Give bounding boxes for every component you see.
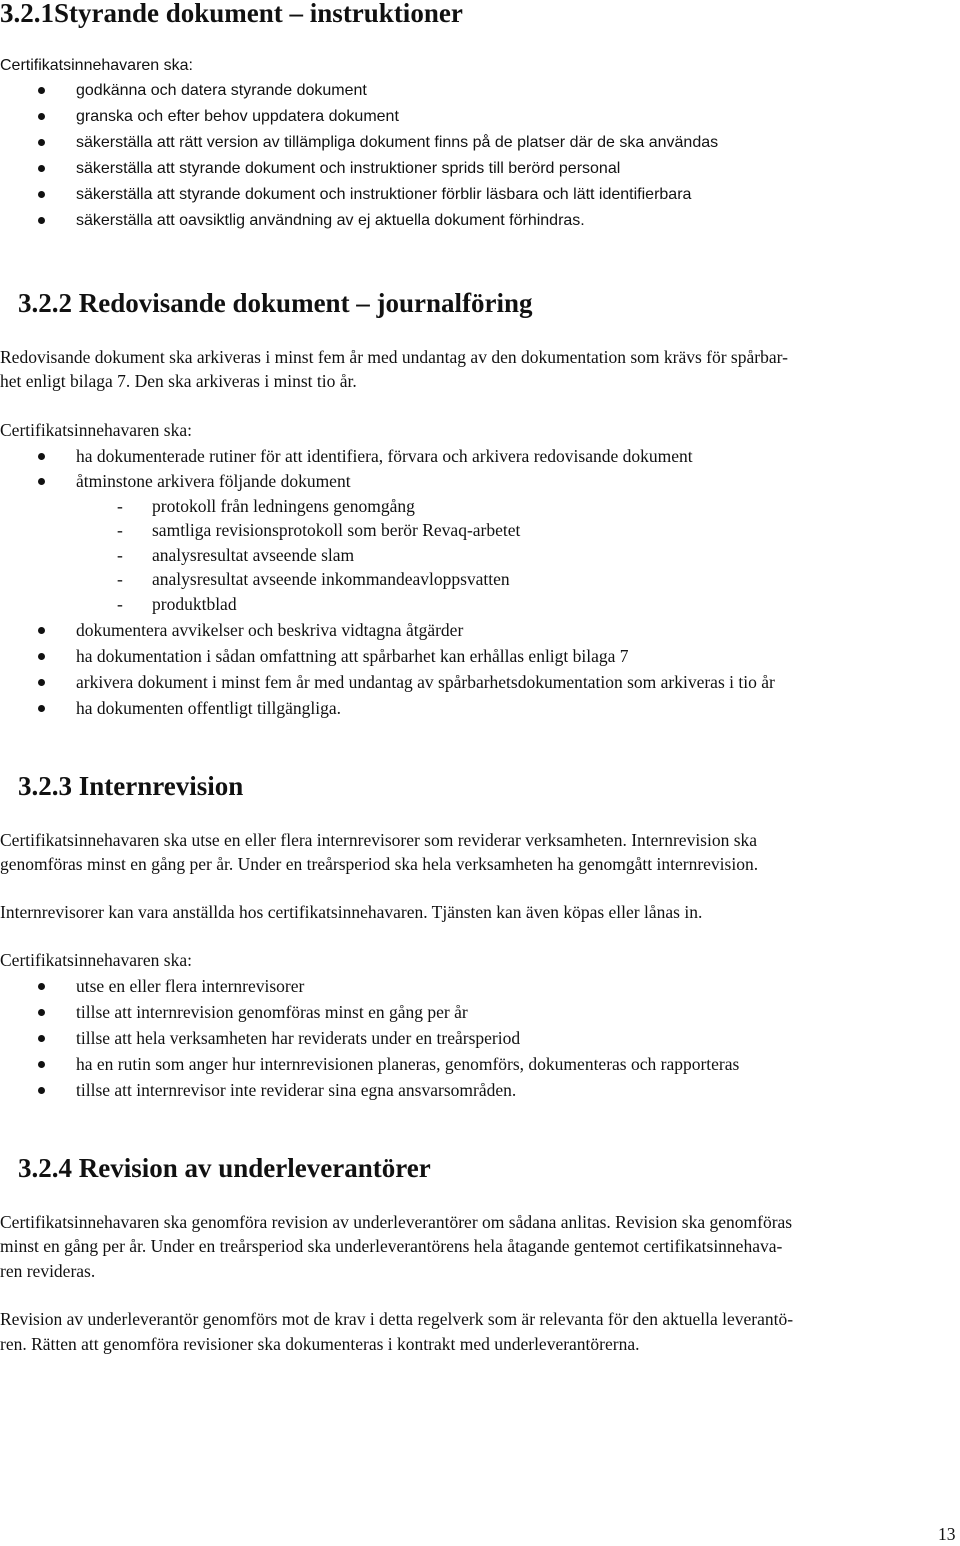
section-3-2-4-heading: 3.2.4 Revision av underleverantörer: [18, 1153, 431, 1183]
paragraph-line: het enligt bilaga 7. Den ska arkiveras i minst tio år.: [0, 371, 357, 391]
paragraph-line: minst en gång per år. Under en treårsperiod ska underleverantörens hela åtagande gentemot certifikatsinnehava-: [0, 1236, 783, 1256]
paragraph-line: Certifikatsinnehavaren ska utse en eller flera internrevisorer som reviderar verksamheten. Internrevision ska: [0, 830, 758, 850]
bullet-icon: [38, 1009, 45, 1016]
bullet-icon: [38, 217, 45, 224]
paragraph-line: ren revideras.: [0, 1261, 96, 1281]
list-item-text: tillse att hela verksamheten har reviderats under en treårsperiod: [76, 1028, 521, 1048]
list-item-text: säkerställa att styrande dokument och instruktioner förblir läsbara och lätt identifierbara: [76, 186, 692, 203]
list-item-text: tillse att internrevision genomföras minst en gång per år: [76, 1002, 468, 1022]
list-item-text: godkänna och datera styrande dokument: [76, 82, 367, 99]
list-item-text: utse en eller flera internrevisorer: [76, 976, 305, 996]
bullet-icon: [38, 165, 45, 172]
sub-list-item-text: analysresultat avseende inkommandeavloppsvatten: [152, 569, 510, 589]
section-3-2-2-heading: 3.2.2 Redovisande dokument – journalföring: [18, 288, 533, 318]
bullet-icon: [38, 1087, 45, 1094]
paragraph-line: genomföras minst en gång per år. Under en treårsperiod ska hela verksamheten ha genomgått internrevision.: [0, 854, 759, 874]
paragraph-line: ren. Rätten att genomföra revisioner ska dokumenteras i kontrakt med underleverantörerna.: [0, 1334, 640, 1354]
dash-icon: -: [117, 520, 123, 540]
list-item-text: åtminstone arkivera följande dokument: [76, 471, 351, 491]
list-item-text: säkerställa att styrande dokument och instruktioner sprids till berörd personal: [76, 160, 621, 177]
paragraph-line: Redovisande dokument ska arkiveras i minst fem år med undantag av den dokumentation som krävs för spårbar-: [0, 347, 788, 367]
sub-list-item-text: analysresultat avseende slam: [152, 545, 355, 565]
paragraph-line: Internrevisorer kan vara anställda hos certifikatsinnehavaren. Tjänsten kan även köpas eller lånas in.: [0, 902, 703, 922]
list-item-text: säkerställa att oavsiktlig användning av ej aktuella dokument förhindras.: [76, 212, 585, 229]
section-3-2-1-subhead: Certifikatsinnehavaren ska:: [0, 57, 193, 74]
sub-list-item-text: samtliga revisionsprotokoll som berör Revaq-arbetet: [152, 520, 521, 540]
section-3-2-3-heading: 3.2.3 Internrevision: [18, 771, 244, 801]
bullet-icon: [38, 705, 45, 712]
section-3-2-2-subhead: Certifikatsinnehavaren ska:: [0, 420, 192, 440]
list-item-text: dokumentera avvikelser och beskriva vidtagna åtgärder: [76, 620, 464, 640]
list-item-text: tillse att internrevisor inte reviderar sina egna ansvarsområden.: [76, 1080, 517, 1100]
sub-list-item-text: produktblad: [152, 594, 237, 614]
bullet-icon: [38, 87, 45, 94]
sub-list-item-text: protokoll från ledningens genomgång: [152, 496, 415, 516]
list-item-text: ha dokumenten offentligt tillgängliga.: [76, 698, 342, 718]
section-3-2-1-heading: 3.2.1Styrande dokument – instruktioner: [0, 0, 463, 28]
dash-icon: -: [117, 569, 123, 589]
dash-icon: -: [117, 496, 123, 516]
list-item-text: ha dokumenterade rutiner för att identifiera, förvara och arkivera redovisande dokument: [76, 446, 693, 466]
bullet-icon: [38, 679, 45, 686]
list-item-text: ha en rutin som anger hur internrevisionen planeras, genomförs, dokumenteras och rapporteras: [76, 1054, 740, 1074]
paragraph-line: Revision av underleverantör genomförs mot de krav i detta regelverk som är relevanta för den aktuella leverantö-: [0, 1309, 794, 1329]
section-3-2-3-subhead: Certifikatsinnehavaren ska:: [0, 950, 192, 970]
bullet-icon: [38, 653, 45, 660]
bullet-icon: [38, 983, 45, 990]
bullet-icon: [38, 1035, 45, 1042]
bullet-icon: [38, 478, 45, 485]
bullet-icon: [38, 113, 45, 120]
dash-icon: -: [117, 594, 123, 614]
list-item-text: granska och efter behov uppdatera dokument: [76, 108, 399, 125]
bullet-icon: [38, 139, 45, 146]
dash-icon: -: [117, 545, 123, 565]
page-number: 13: [938, 1524, 956, 1544]
list-item-text: säkerställa att rätt version av tillämpliga dokument finns på de platser där de ska användas: [76, 134, 719, 151]
bullet-icon: [38, 627, 45, 634]
bullet-icon: [38, 453, 45, 460]
bullet-icon: [38, 1061, 45, 1068]
list-item-text: ha dokumentation i sådan omfattning att spårbarhet kan erhållas enligt bilaga 7: [76, 646, 629, 666]
paragraph-line: Certifikatsinnehavaren ska genomföra revision av underleverantörer om sådana anlitas. Revision ska genomföras: [0, 1212, 793, 1232]
list-item-text: arkivera dokument i minst fem år med undantag av spårbarhetsdokumentation som arkiveras i tio år: [76, 672, 775, 692]
bullet-icon: [38, 191, 45, 198]
